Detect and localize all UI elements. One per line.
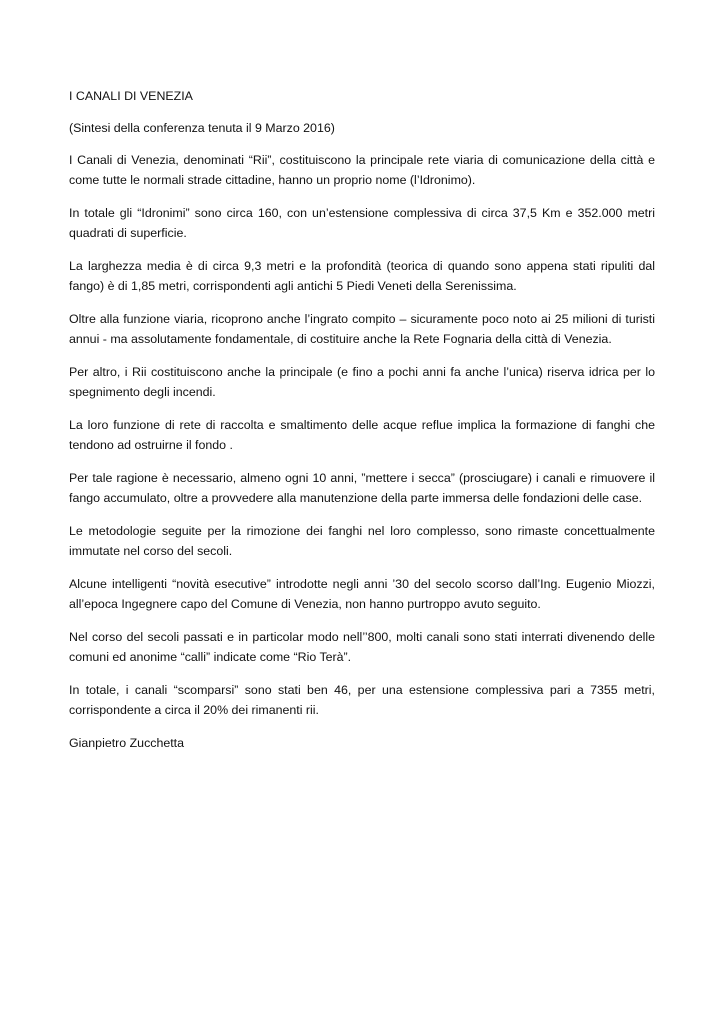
paragraph-sludge: La loro funzione di rete di raccolta e smaltimento delle acque reflue implica la formazione di fanghi che tendono ad ostruirne il fondo . [69, 418, 655, 452]
paragraph-sewer-network: Oltre alla funzione viaria, ricoprono anche l’ingrato compito – sicuramente poco noto ai 25 milioni di turisti annui - ma assolutamente fondamentale, di costituire anche la Rete Fognaria della città di Venezia. [69, 312, 655, 346]
paragraph-water-reserve: Per altro, i Rii costituiscono anche la principale (e fino a pochi anni fa anche l’unica) riserva idrica per lo spegnimento degli incendi. [69, 365, 655, 399]
paragraph-dimensions: La larghezza media è di circa 9,3 metri e la profondità (teorica di quando sono appena stati ripuliti dal fango) è di 1,85 metri, corrispondenti agli antichi 5 Piedi Veneti della Serenissima. [69, 259, 655, 293]
paragraph-methods: Le metodologie seguite per la rimozione dei fanghi nel loro complesso, sono rimaste concettualmente immutate nel corso del secoli. [69, 524, 655, 558]
paragraph-idronimi: In totale gli “Idronimi” sono circa 160, con un’estensione complessiva di circa 37,5 Km e 352.000 metri quadrati di superficie. [69, 206, 655, 240]
paragraph-maintenance: Per tale ragione è necessario, almeno ogni 10 anni, ”mettere i secca” (prosciugare) i canali e rimuovere il fango accumulato, oltre a provvedere alla manutenzione della parte immersa delle fondazioni delle case. [69, 471, 655, 505]
paragraph-rio-tera: Nel corso del secoli passati e in particolar modo nell’’800, molti canali sono stati interrati divenendo delle comuni ed anonime “calli” indicate come “Rio Terà”. [69, 630, 655, 664]
author-signature: Gianpietro Zucchetta [69, 736, 185, 750]
paragraph-rii-intro: I Canali di Venezia, denominati “Rii”, costituiscono la principale rete viaria di comunicazione della città e come tutte le normali strade cittadine, hanno un proprio nome (l’Idronimo). [69, 153, 655, 187]
document-body [69, 86, 655, 766]
document-title: I CANALI DI VENEZIA [69, 89, 193, 103]
paragraph-miozzi: Alcune intelligenti “novità esecutive” introdotte negli anni ’30 del secolo scorso dall’Ing. Eugenio Miozzi, all’epoca Ingegnere capo del Comune di Venezia, non hanno purtroppo avuto seguito. [69, 577, 655, 611]
paragraph-disappeared-canals: In totale, i canali “scomparsi” sono stati ben 46, per una estensione complessiva pari a 7355 metri, corrispondente a circa il 20% dei rimanenti rii. [69, 683, 655, 717]
document-subtitle: (Sintesi della conferenza tenuta il 9 Marzo 2016) [69, 121, 335, 135]
